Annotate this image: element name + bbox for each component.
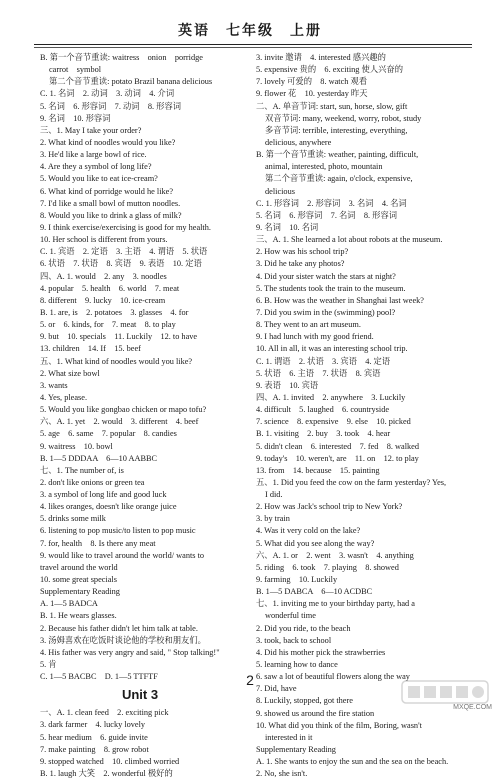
answer-line: 9. I had lunch with my good friend.	[256, 332, 374, 342]
answer-line: 5. 肯	[40, 660, 57, 670]
answer-line: 5. 名词 6. 形容词 7. 名词 8. 形容词	[256, 210, 398, 220]
answer-line: 8. Luckily, stopped, got there	[256, 696, 353, 706]
answer-line: 4. popular 5. health 6. world 7. meat	[40, 283, 180, 293]
answer-line: 4. difficult 5. laughed 6. countryside	[256, 405, 390, 415]
left-answer-column	[40, 52, 240, 780]
answer-line: 2. How was his school trip?	[256, 247, 349, 257]
answer-line: 6. listening to pop music/to listen to pop music	[40, 526, 196, 536]
answer-line: 第二个音节重读: again, o'clock, expensive,	[265, 174, 413, 184]
answer-line: A. 1—5 BADCA	[40, 599, 98, 609]
answer-line: 双音节词: many, weekend, worry, robot, study	[265, 113, 422, 123]
answer-line: 8. Would you like to drink a glass of milk?	[40, 210, 182, 220]
answer-line: B. 1. laugh 大笑 2. wonderful 极好的	[40, 769, 173, 779]
answer-line: 8. different 9. lucky 10. ice-cream	[40, 295, 166, 305]
answer-line: 5. or 6. kinds, for 7. meat 8. to play	[40, 320, 176, 330]
answer-line: Supplementary Reading	[40, 587, 120, 597]
answer-line: 5. Would you like gongbao chicken or mapo tofu?	[40, 405, 207, 415]
answer-line: 5. The students took the train to the museum.	[256, 283, 406, 293]
answer-line: C. 1. 宾语 2. 定语 3. 主语 4. 谓语 5. 状语	[40, 247, 208, 257]
answer-line: C. 1. 谓语 2. 状语 3. 宾语 4. 定语	[256, 356, 391, 366]
answer-line: 7. for, health 8. Is there any meat	[40, 538, 156, 548]
answer-line: 6. saw a lot of beautiful flowers along the way	[256, 672, 410, 682]
header-rule-thin	[34, 47, 472, 48]
answer-line: 四、A. 1. invited 2. anywhere 3. Luckily	[256, 392, 406, 402]
answer-line: Supplementary Reading	[256, 745, 336, 755]
answer-line: 4. Are they a symbol of long life?	[40, 162, 152, 172]
answer-line: B. 第一个音节重读: waitress onion porridge	[40, 53, 203, 62]
answer-line: 9. 名词 10. 名词	[256, 222, 319, 232]
answer-line: 3. Did he take any photos?	[256, 259, 345, 269]
answer-line: 6. 状语 7. 状语 8. 宾语 9. 表语 10. 定语	[40, 259, 202, 269]
answer-line: travel around the world	[40, 562, 118, 572]
answer-line: 8. They went to an art museum.	[256, 320, 361, 330]
answer-line: 9. 名词 10. 形容词	[40, 113, 111, 123]
answer-line: 2. Because his father didn't let him talk at table.	[40, 623, 198, 633]
answer-line: 7. Did you swim in the (swimming) pool?	[256, 307, 396, 317]
answer-line: carrot symbol	[49, 65, 102, 75]
answer-line: 5. What did you see along the way?	[256, 538, 375, 548]
answer-line: animal, interested, photo, mountain	[265, 162, 383, 172]
answer-line: B. 1—5 DDDAA 6—10 AABBC	[40, 453, 158, 463]
answer-line: 9. showed us around the fire station	[256, 708, 375, 718]
answer-line: 9. waitress 10. bowl	[40, 441, 113, 451]
answer-line: 六、A. 1. or 2. went 3. wasn't 4. anything	[256, 550, 414, 560]
answer-line: 5. didn't clean 6. interested 7. fed 8. walked	[256, 441, 420, 451]
answer-line: 4. Yes, please.	[40, 392, 88, 402]
answer-line: 5. age 6. same 7. popular 8. candies	[40, 429, 177, 439]
answer-line: interested in it	[265, 732, 313, 742]
unit-title: Unit 3	[121, 687, 159, 703]
answer-line: 13. children 14. If 15. beef	[40, 344, 141, 354]
answer-line: 2. No, she isn't.	[256, 769, 308, 779]
answer-line: 13. from 14. because 15. painting	[256, 465, 380, 475]
answer-line: C. 1. 名词 2. 动词 3. 动词 4. 介词	[40, 89, 175, 99]
answer-line: 2. Did you ride, to the beach	[256, 623, 351, 633]
answer-line: 5. 状语 6. 主语 7. 状语 8. 宾语	[256, 368, 381, 378]
answer-line: B. 1. are, is 2. potatoes 3. glasses 4. for	[40, 307, 189, 317]
answer-line: 3. a symbol of long life and good luck	[40, 490, 167, 500]
answer-line: 3. by train	[256, 514, 290, 524]
answer-line: 3. He'd like a large bowl of rice.	[40, 150, 147, 160]
answer-line: 7. Did, have	[256, 684, 297, 694]
answer-line: wonderful time	[265, 611, 316, 621]
answer-line: 第二个音节重读: potato Brazil banana delicious	[49, 77, 213, 87]
answer-line: 5. hear medium 6. guide invite	[40, 732, 148, 742]
answer-line: B. 1—5 DABCA 6—10 ACDBC	[256, 587, 373, 597]
answer-line: 10. some great specials	[40, 575, 117, 585]
page-header: 英语 七年级 上册	[178, 24, 322, 39]
answer-line: 七、1. The number of, is	[40, 465, 124, 475]
answer-line: 3. took, back to school	[256, 635, 332, 645]
answer-line: 7. science 8. expensive 9. else 10. picked	[256, 417, 411, 427]
answer-line: 三、1. May I take your order?	[40, 125, 142, 135]
answer-line: 2. What size bowl	[40, 368, 100, 378]
answer-line: 5. riding 6. took 7. playing 8. showed	[256, 562, 399, 572]
answer-line: 4. Did his mother pick the strawberries	[256, 647, 386, 657]
answer-line: 9. would like to travel around the world/ wants to	[40, 550, 205, 560]
answer-line: delicious	[265, 186, 295, 196]
answer-line: 三、A. 1. She learned a lot about robots at the museum.	[256, 235, 443, 245]
answer-line: 9. farming 10. Luckily	[256, 575, 338, 585]
answer-line: 2. How was Jack's school trip to New York?	[256, 502, 403, 512]
answer-line: 3. 汤姆喜欢在吃饭时谈论他的学校和朋友们。	[40, 635, 206, 645]
answer-line: 4. Was it very cold on the lake?	[256, 526, 361, 536]
answer-line: I did.	[265, 490, 283, 500]
answer-line: 4. likes oranges, doesn't like orange juice	[40, 502, 177, 512]
answer-line: 5. Would you like to eat ice-cream?	[40, 174, 158, 184]
answer-line: delicious, anywhere	[265, 137, 332, 147]
answer-line: 3. dark farmer 4. lucky lovely	[40, 720, 146, 730]
answer-line: 六、A. 1. yet 2. would 3. different 4. beef	[40, 417, 199, 427]
answer-line: 6. B. How was the weather in Shanghai last week?	[256, 295, 424, 305]
answer-line: 7. I'd like a small bowl of mutton noodles.	[40, 198, 181, 208]
answer-line: 10. All in all, it was an interesting school trip.	[256, 344, 408, 354]
answer-line: C. 1. 形容词 2. 形容词 3. 名词 4. 名词	[256, 198, 407, 208]
answer-line: 9. I think exercise/exercising is good for my health.	[40, 222, 211, 232]
answer-line: 5. 名词 6. 形容词 7. 动词 8. 形容词	[40, 101, 182, 111]
right-answer-column	[256, 52, 476, 780]
answer-line: 多音节词: terrible, interesting, everything,	[265, 125, 408, 135]
answer-line: 四、A. 1. would 2. any 3. noodles	[40, 271, 167, 281]
watermark-site-text: MXQE.COM	[453, 704, 492, 711]
answer-line: 2. don't like onions or green tea	[40, 477, 145, 487]
answer-line: B. 第一个音节重读: weather, painting, difficult,	[256, 150, 419, 160]
answer-line: 9. stopped watched 10. climbed worried	[40, 756, 180, 766]
answer-line: 7. lovely 可爱的 8. watch 观看	[256, 77, 368, 87]
answer-line: 9. but 10. specials 11. Luckily 12. to have	[40, 332, 198, 342]
answer-line: B. 1. visiting 2. buy 3. took 4. hear	[256, 429, 391, 439]
answer-line: C. 1—5 BACBC D. 1—5 TTFTF	[40, 672, 158, 682]
answer-line: 2. What kind of noodles would you like?	[40, 137, 176, 147]
answer-line: 5. learning how to dance	[256, 660, 338, 670]
answer-line: 3. wants	[40, 380, 68, 390]
answer-line: 9. flower 花 10. yesterday 昨天	[256, 89, 368, 99]
answer-line: 7. make painting 8. grow robot	[40, 744, 149, 754]
answer-line: 5. drinks some milk	[40, 514, 106, 524]
answer-line: 五、1. Did you feed the cow on the farm yesterday? Yes,	[256, 477, 447, 487]
answer-line: 五、1. What kind of noodles would you like?	[40, 356, 193, 366]
answer-line: 4. His father was very angry and said, " Stop talking!"	[40, 647, 220, 657]
page-number: 2	[246, 672, 254, 688]
answer-line: 4. Did your sister watch the stars at night?	[256, 271, 396, 281]
answer-line: 七、1. inviting me to your birthday party, had a	[256, 599, 415, 609]
answer-line: 9. 表语 10. 宾语	[256, 380, 319, 390]
answer-line: 6. What kind of porridge would he like?	[40, 186, 174, 196]
answer-line: 3. invite 邀请 4. interested 感兴趣的	[256, 53, 386, 62]
answer-line: 一、A. 1. clean feed 2. exciting pick	[40, 708, 169, 718]
answer-line: 10. Her school is different from yours.	[40, 235, 168, 245]
answer-line: B. 1. He wears glasses.	[40, 611, 117, 621]
answer-line: 5. expensive 贵的 6. exciting 使人兴奋的	[256, 65, 404, 75]
answer-line: A. 1. She wants to enjoy the sun and the sea on the beach.	[256, 757, 449, 767]
answer-line: 二、A. 单音节词: start, sun, horse, slow, gift	[256, 101, 408, 111]
answer-line: 10. What did you think of the film, Boring, wasn't	[256, 720, 422, 730]
header-rule	[34, 44, 472, 45]
answer-line: 9. today's 10. weren't, are 11. on 12. to play	[256, 453, 419, 463]
